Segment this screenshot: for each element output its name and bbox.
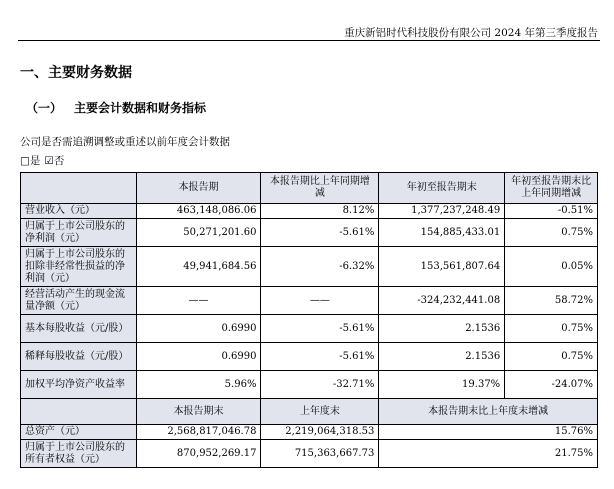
table-cell: 2.1536 (379, 315, 505, 343)
table-cell: 715,363,667.73 (261, 440, 379, 468)
section-title: 一、主要财务数据 (20, 65, 132, 81)
table-cell: 0.05% (505, 247, 598, 287)
choice-yes-checkbox: □是 (20, 155, 41, 167)
header-cell: 本报告期末比上年度末增减 (379, 399, 598, 425)
row-label: 归属于上市公司股东的扣除非经常性损益的净利润（元） (21, 247, 137, 287)
header-cell (21, 173, 137, 204)
table-cell: 463,148,086.06 (136, 204, 261, 219)
table-cell: 1,377,237,248.49 (379, 204, 505, 219)
table-header-row (21, 173, 598, 204)
header-cell: 年初至报告期末 (379, 173, 505, 204)
table-row (21, 425, 598, 440)
table-cell: 49,941,684.56 (136, 247, 261, 287)
table-cell: 870,952,269.17 (136, 440, 261, 468)
table-cell: 50,271,201.60 (136, 219, 261, 247)
table-cell: -5.61% (261, 219, 379, 247)
table-cell: -6.32% (261, 247, 379, 287)
table-cell: 0.6990 (136, 315, 261, 343)
header-cell: 年初至报告期末比上年同期增减 (505, 173, 598, 204)
subsection-text: 主要会计数据和财务指标 (74, 101, 207, 115)
table-row (21, 343, 598, 371)
row-label: 归属于上市公司股东的所有者权益（元） (21, 440, 137, 468)
table-cell: 8.12% (261, 204, 379, 219)
table-row (21, 204, 598, 219)
subsection-title (26, 99, 206, 116)
row-label: 营业收入（元） (21, 204, 137, 219)
table-cell: -5.61% (261, 343, 379, 371)
table-row (21, 315, 598, 343)
table-cell: 154,885,433.01 (379, 219, 505, 247)
table-row (21, 287, 598, 315)
table-row (21, 219, 598, 247)
table-cell: —— (261, 287, 379, 315)
header-cell: 本报告期 (136, 173, 261, 204)
header-cell (21, 399, 137, 425)
table-cell: 5.96% (136, 371, 261, 399)
row-label: 总资产（元） (21, 425, 137, 440)
table-cell: 21.75% (379, 440, 598, 468)
table-cell: 2,219,064,318.53 (261, 425, 379, 440)
table-cell: 2.1536 (379, 343, 505, 371)
row-label: 经营活动产生的现金流量净额（元） (21, 287, 137, 315)
table-cell: 58.72% (505, 287, 598, 315)
restatement-choices (20, 153, 68, 168)
table-cell: -324,232,441.08 (379, 287, 505, 315)
header-cell: 上年度末 (261, 399, 379, 425)
header-cell: 本报告期比上年同期增减 (261, 173, 379, 204)
header-cell: 本报告期末 (136, 399, 261, 425)
table-cell: -0.51% (505, 204, 598, 219)
row-label: 稀释每股收益（元/股） (21, 343, 137, 371)
row-label: 加权平均净资产收益率 (21, 371, 137, 399)
table-cell: -32.71% (261, 371, 379, 399)
row-label: 基本每股收益（元/股） (21, 315, 137, 343)
table-header-row (21, 399, 598, 425)
table-cell: -5.61% (261, 315, 379, 343)
table-cell: 2,568,817,046.78 (136, 425, 261, 440)
table-cell: 0.75% (505, 343, 598, 371)
table-cell: 0.75% (505, 219, 598, 247)
choice-no-checkbox: ☑否 (44, 155, 65, 167)
table-cell: 153,561,807.64 (379, 247, 505, 287)
table-cell: 19.37% (379, 371, 505, 399)
table-row (21, 440, 598, 468)
subsection-number: （一） (26, 101, 63, 115)
header-rule (18, 40, 600, 41)
restatement-question: 公司是否需追溯调整或重述以前年度会计数据 (20, 136, 230, 148)
table-cell: 0.75% (505, 315, 598, 343)
table-cell: 15.76% (379, 425, 598, 440)
table-cell: -24.07% (505, 371, 598, 399)
row-label: 归属于上市公司股东的净利润（元） (21, 219, 137, 247)
financial-data-table (20, 172, 598, 468)
table-row (21, 371, 598, 399)
table-cell: —— (136, 287, 261, 315)
table-row (21, 247, 598, 287)
table-cell: 0.6990 (136, 343, 261, 371)
page-header: 重庆新铝时代科技股份有限公司 2024 年第三季度报告 (344, 27, 598, 39)
